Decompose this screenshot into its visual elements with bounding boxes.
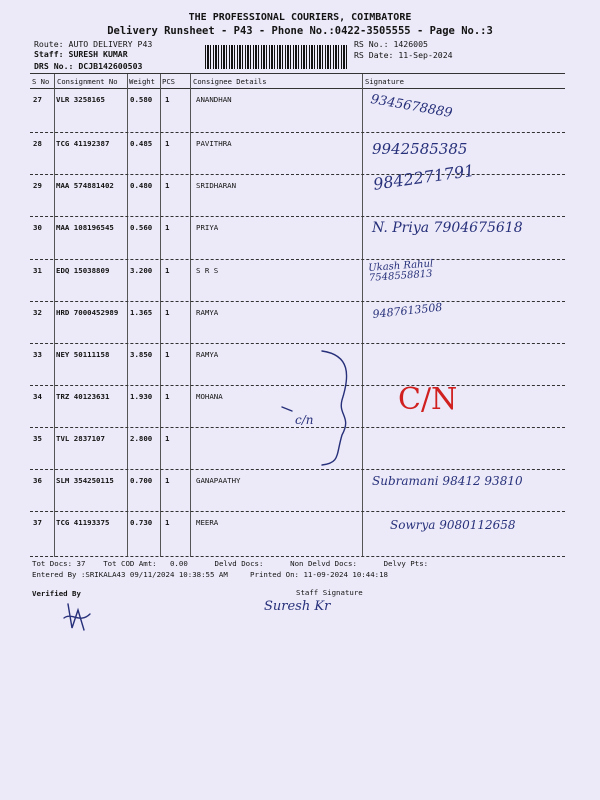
sno-cell: 28	[33, 139, 42, 148]
pcs-cell: 1	[165, 350, 170, 359]
entry-line	[32, 570, 388, 579]
pcs-cell: 1	[165, 223, 170, 232]
pcs-cell: 1	[165, 266, 170, 275]
pcs-cell: 1	[165, 181, 170, 190]
consignee-cell: RAMYA	[196, 350, 219, 359]
consignment-cell: TRZ 40123631	[56, 392, 110, 401]
signature-ink: N. Priya 7904675618	[372, 220, 523, 236]
consignee-cell: S R S	[196, 266, 219, 275]
weight-cell: 0.700	[130, 476, 153, 485]
bracket-mark	[322, 351, 347, 465]
col-header-consignee: Consignee Details	[193, 77, 267, 86]
consignee-cell: ANANDHAN	[196, 95, 232, 104]
consignee-cell: RAMYA	[196, 308, 219, 317]
pcs-cell: 1	[165, 476, 170, 485]
barcode	[205, 45, 347, 69]
company-name: THE PROFESSIONAL COURIERS, COIMBATORE	[188, 12, 412, 23]
signature-ink: 9842271791	[372, 160, 476, 194]
tot-docs-label: Tot Docs:	[32, 559, 73, 568]
signature-ink: Subramani 98412 93810	[372, 474, 523, 488]
weight-cell: 1.930	[130, 392, 153, 401]
weight-cell: 3.200	[130, 266, 153, 275]
consignee-cell: MOHANA	[196, 392, 223, 401]
table-row	[0, 175, 600, 217]
delvd-label: Delvd Docs:	[214, 559, 264, 568]
cn-red-mark: C/N	[398, 382, 458, 417]
col-header-consignment: Consignment No	[57, 77, 118, 86]
printed-value: 11-09-2024 10:44:18	[303, 570, 388, 579]
signature-ink: Ukash Rahul 7548558813	[367, 258, 434, 284]
weight-cell: 0.730	[130, 518, 153, 527]
rs-no-value: 1426005	[393, 39, 428, 49]
sno-cell: 30	[33, 223, 42, 232]
verifier-scribble	[64, 604, 90, 630]
weight-cell: 0.560	[130, 223, 153, 232]
verified-by-label: Verified By	[32, 589, 81, 598]
entered-value: SRIKALA43 09/11/2024 10:38:55 AM	[85, 570, 228, 579]
consignment-cell: EDQ 15038809	[56, 266, 110, 275]
consignment-cell: TCG 41192387	[56, 139, 110, 148]
rs-no-line	[354, 39, 428, 49]
cn-note: c/n	[295, 413, 314, 427]
weight-cell: 3.850	[130, 350, 153, 359]
row-divider	[30, 556, 565, 557]
consignment-cell: HRD 7000452989	[56, 308, 119, 317]
pen-stroke	[282, 407, 292, 411]
consignment-cell: MAA 574881402	[56, 181, 114, 190]
col-header-sno: S No	[32, 77, 50, 86]
staff-label: Staff:	[34, 49, 64, 59]
drs-value: DCJB142600503	[78, 61, 143, 71]
delvy-pts-label: Delvy Pts:	[383, 559, 429, 568]
printed-label: Printed On:	[250, 570, 299, 579]
table-row	[0, 89, 600, 131]
cod-label: Tot COD Amt:	[103, 559, 157, 568]
consignment-cell: NEY 50111158	[56, 350, 110, 359]
consignee-cell: SRIDHARAN	[196, 181, 237, 190]
consignee-cell: PRIYA	[196, 223, 219, 232]
entered-label: Entered By :	[32, 570, 86, 579]
sno-cell: 35	[33, 434, 42, 443]
table-row	[0, 133, 600, 175]
consignment-cell: MAA 108196545	[56, 223, 114, 232]
sno-cell: 27	[33, 95, 42, 104]
runsheet-title: Delivery Runsheet - P43 - Phone No.:0422-3505555 - Page No.:3	[107, 25, 493, 37]
col-header-signature: Signature	[365, 77, 404, 86]
weight-cell: 0.485	[130, 139, 153, 148]
consignee-cell: GANAPAATHY	[196, 476, 241, 485]
non-delvd-label: Non Delvd Docs:	[290, 559, 357, 568]
consignment-cell: VLR 3258165	[56, 95, 105, 104]
consignment-cell: TCG 41193375	[56, 518, 110, 527]
rs-date-label: RS Date:	[354, 50, 394, 60]
cod-value: 0.00	[169, 559, 188, 568]
staff-line	[34, 49, 128, 59]
sno-cell: 31	[33, 266, 42, 275]
col-header-weight: Weight	[129, 77, 155, 86]
weight-cell: 0.580	[130, 95, 153, 104]
sno-cell: 32	[33, 308, 42, 317]
signature-ink: 9345678889	[369, 92, 454, 122]
route-line	[34, 39, 152, 49]
route-label: Route:	[34, 39, 64, 49]
rs-date-value: 11-Sep-2024	[398, 50, 453, 60]
weight-cell: 1.365	[130, 308, 153, 317]
signature-ink: 9487613508	[372, 300, 443, 321]
sno-cell: 33	[33, 350, 42, 359]
tot-docs-value: 37	[76, 559, 86, 568]
staff-signature-label: Staff Signature	[296, 588, 363, 597]
consignment-cell: TVL 2837107	[56, 434, 105, 443]
bracket-annotation	[270, 345, 360, 470]
pcs-cell: 1	[165, 95, 170, 104]
rs-date-line	[354, 50, 453, 60]
table-top-rule	[30, 73, 565, 74]
weight-cell: 0.480	[130, 181, 153, 190]
rs-no-label: RS No.:	[354, 39, 389, 49]
drs-label: DRS No.:	[34, 61, 74, 71]
sno-cell: 29	[33, 181, 42, 190]
totals-line	[32, 559, 428, 568]
staff-value: SURESH KUMAR	[68, 49, 128, 59]
weight-cell: 2.800	[130, 434, 153, 443]
table-row	[0, 260, 600, 302]
verifier-signature	[58, 598, 98, 636]
col-header-pcs: PCS	[162, 77, 175, 86]
pcs-cell: 1	[165, 392, 170, 401]
sno-cell: 36	[33, 476, 42, 485]
consignee-cell: PAVITHRA	[196, 139, 232, 148]
pcs-cell: 1	[165, 139, 170, 148]
route-value: AUTO DELIVERY P43	[68, 39, 153, 49]
pcs-cell: 1	[165, 518, 170, 527]
sno-cell: 34	[33, 392, 42, 401]
consignee-cell: MEERA	[196, 518, 219, 527]
pcs-cell: 1	[165, 434, 170, 443]
consignment-cell: SLM 354250115	[56, 476, 114, 485]
signature-ink: Sowrya 9080112658	[390, 518, 516, 532]
drs-line	[34, 61, 142, 71]
signature-ink: 9942585385	[372, 140, 468, 158]
staff-signature-ink: Suresh Kr	[264, 599, 331, 614]
pcs-cell: 1	[165, 308, 170, 317]
sno-cell: 37	[33, 518, 42, 527]
table-row	[0, 302, 600, 344]
